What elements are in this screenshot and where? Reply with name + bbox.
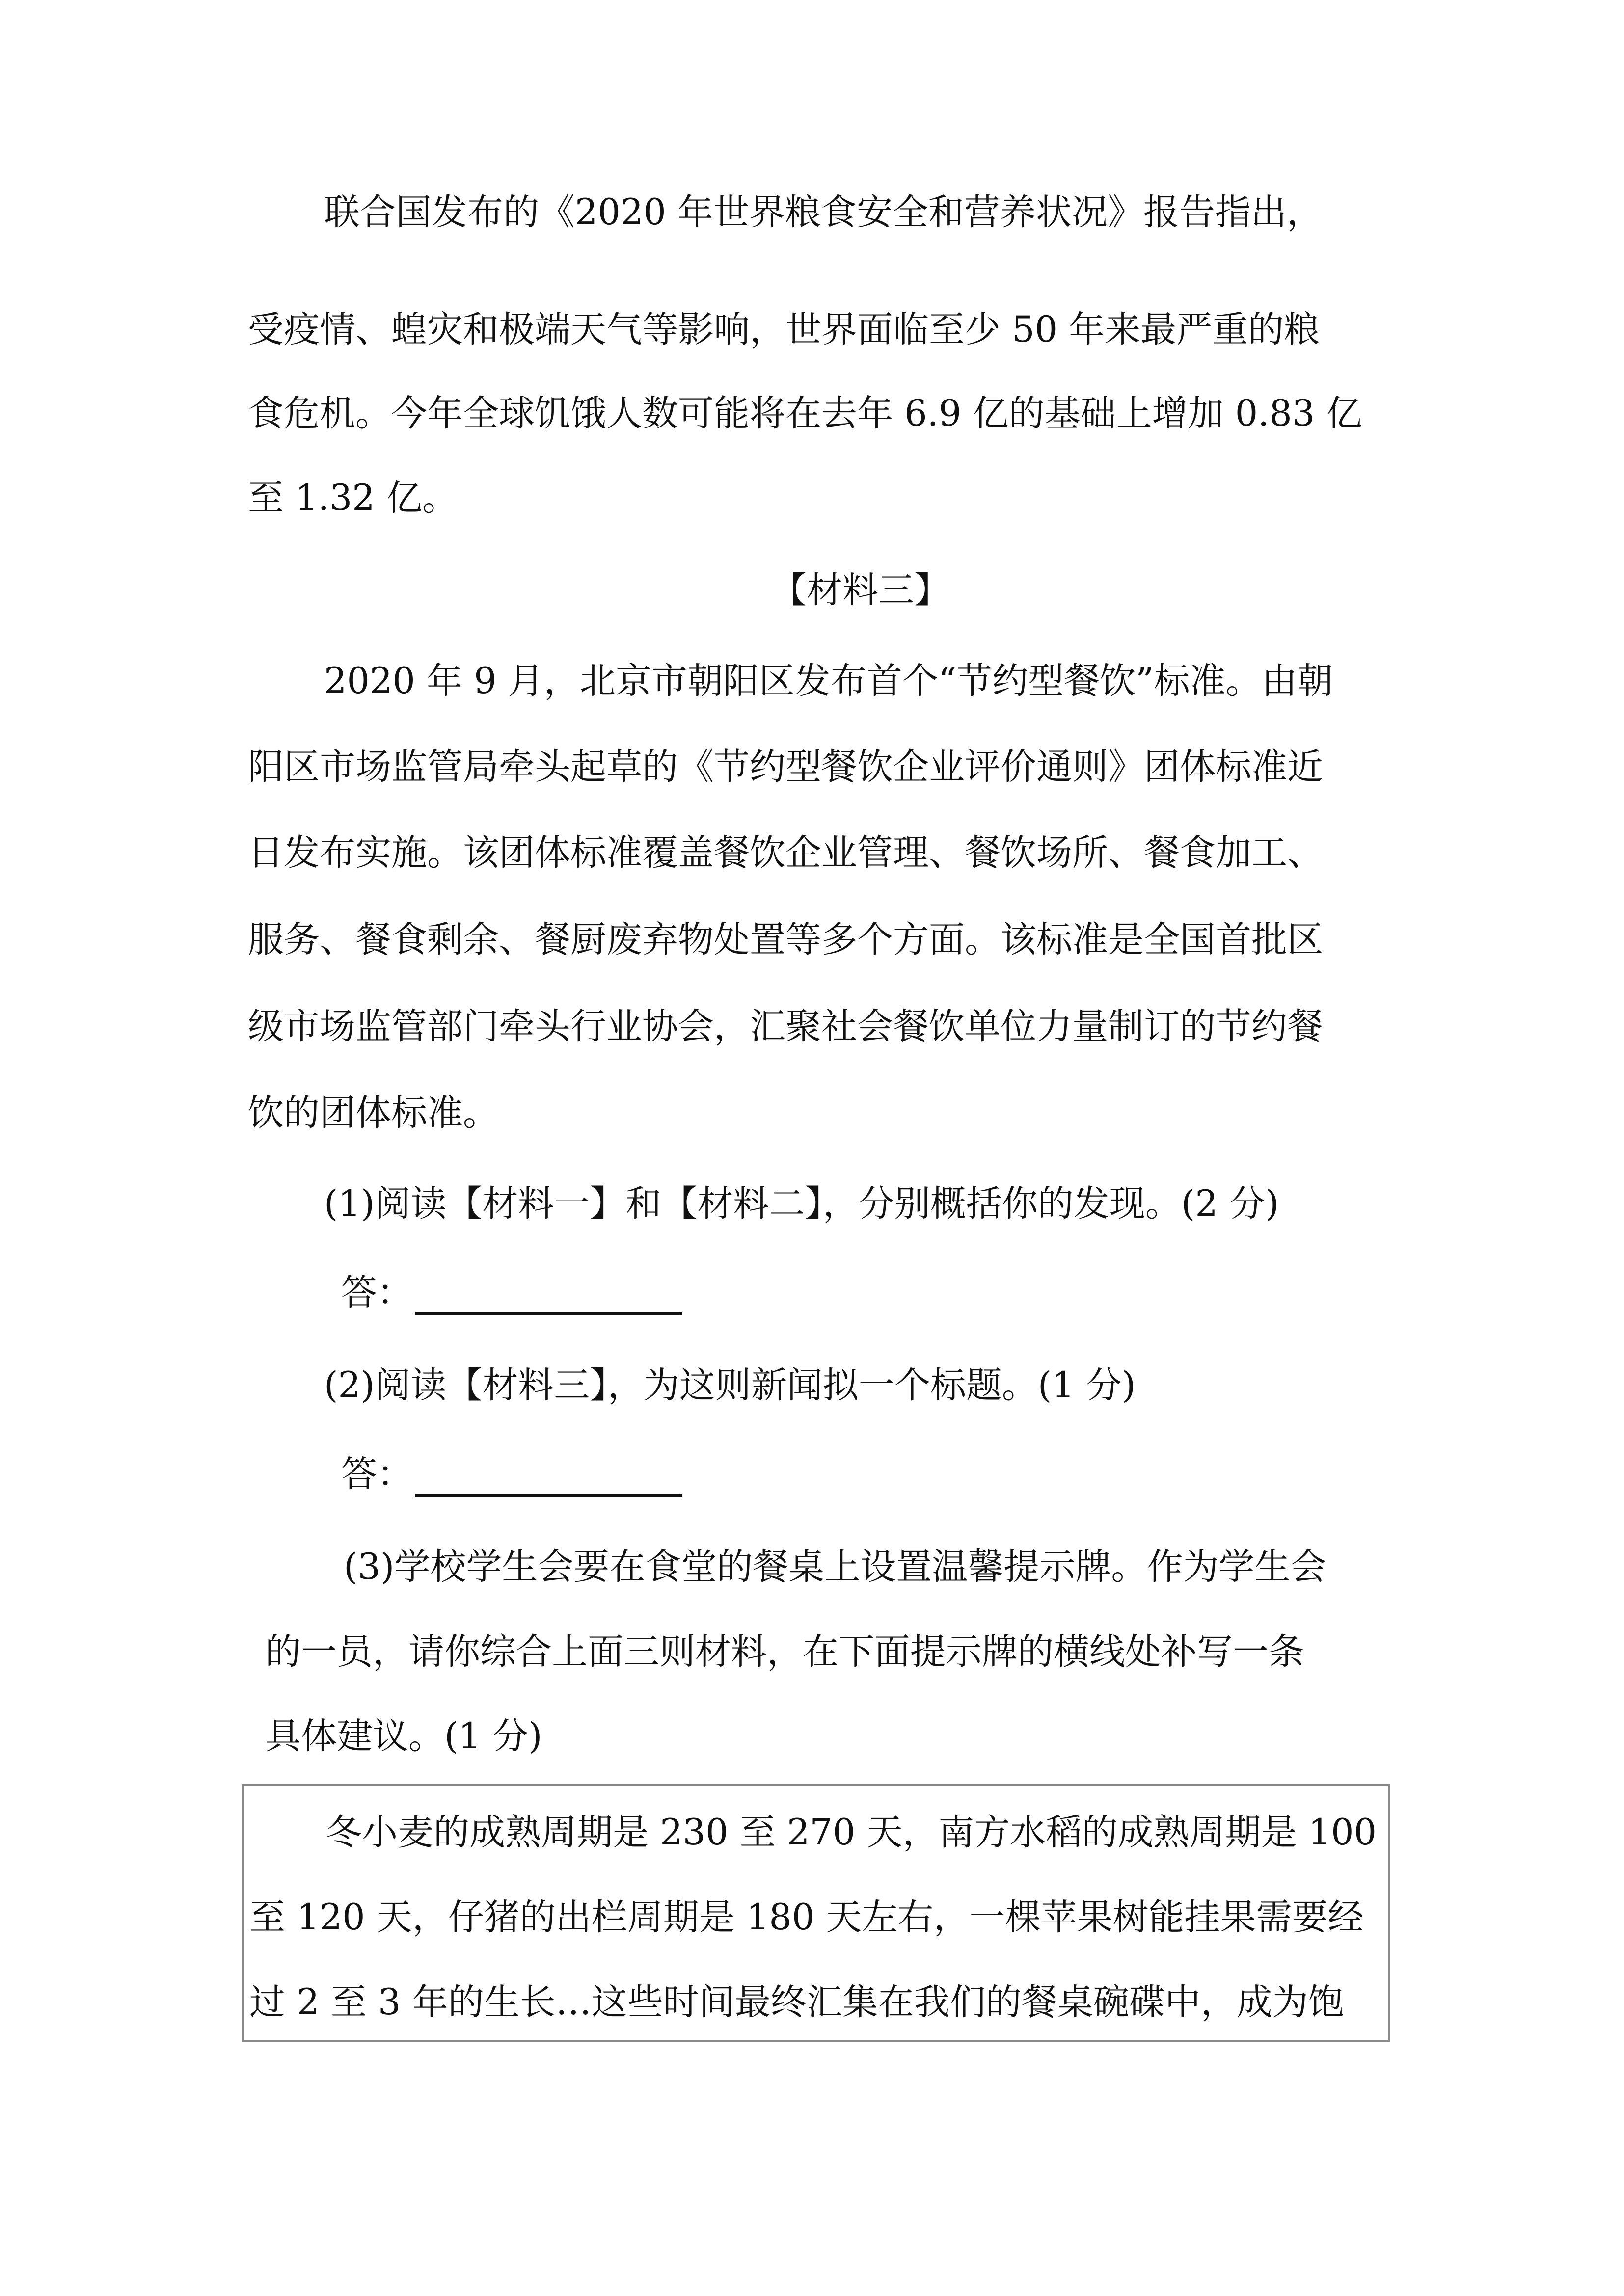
answer-blank[interactable] bbox=[415, 1312, 682, 1315]
paragraph-line: 联合国发布的《2020 年世界粮食安全和营养状况》报告指出， bbox=[324, 191, 1323, 233]
paragraph-line: 2020 年 9 月，北京市朝阳区发布首个“节约型餐饮”标准。由朝 bbox=[324, 660, 1333, 702]
answer-1 bbox=[341, 1268, 682, 1317]
answer-label: 答： bbox=[341, 1453, 413, 1495]
tip-card-line: 冬小麦的成熟周期是 230 至 270 天，南方水稻的成熟周期是 100 bbox=[326, 1812, 1377, 1853]
paragraph-line: 日发布实施。该团体标准覆盖餐饮企业管理、餐饮场所、餐食加工、 bbox=[248, 832, 1323, 874]
question-2: (2)阅读【材料三】，为这则新闻拟一个标题。(1 分) bbox=[324, 1364, 1136, 1406]
material-three-heading: 【材料三】 bbox=[771, 569, 950, 611]
answer-blank[interactable] bbox=[415, 1494, 682, 1497]
paragraph-line: 受疫情、蝗灾和极端天气等影响，世界面临至少 50 年来最严重的粮 bbox=[248, 309, 1320, 350]
paragraph-line: 服务、餐食剩余、餐厨废弃物处置等多个方面。该标准是全国首批区 bbox=[248, 919, 1323, 961]
question-line: 的一员，请你综合上面三则材料，在下面提示牌的横线处补写一条 bbox=[265, 1631, 1304, 1673]
answer-label: 答： bbox=[341, 1272, 413, 1313]
question-1: (1)阅读【材料一】和【材料二】，分别概括你的发现。(2 分) bbox=[324, 1183, 1279, 1225]
paragraph-line: 饮的团体标准。 bbox=[248, 1092, 499, 1134]
paragraph-line: 级市场监管部门牵头行业协会，汇聚社会餐饮单位力量制订的节约餐 bbox=[248, 1006, 1323, 1047]
paragraph-line: 食危机。今年全球饥饿人数可能将在去年 6.9 亿的基础上增加 0.83 亿 bbox=[248, 393, 1362, 434]
tip-card bbox=[242, 1784, 1390, 2042]
paragraph-line: 至 1.32 亿。 bbox=[248, 477, 458, 519]
tip-card-line: 过 2 至 3 年的生长…这些时间最终汇集在我们的餐桌碗碟中，成为饱 bbox=[249, 1981, 1344, 2023]
question-line: (3)学校学生会要在食堂的餐桌上设置温馨提示牌。作为学生会 bbox=[344, 1546, 1326, 1588]
tip-card-line: 至 120 天，仔猪的出栏周期是 180 天左右，一棵苹果树能挂果需要经 bbox=[249, 1896, 1364, 1938]
question-line: 具体建议。(1 分) bbox=[265, 1715, 542, 1757]
paragraph-line: 阳区市场监管局牵头起草的《节约型餐饮企业评价通则》团体标准近 bbox=[248, 746, 1323, 788]
answer-2 bbox=[341, 1450, 682, 1499]
